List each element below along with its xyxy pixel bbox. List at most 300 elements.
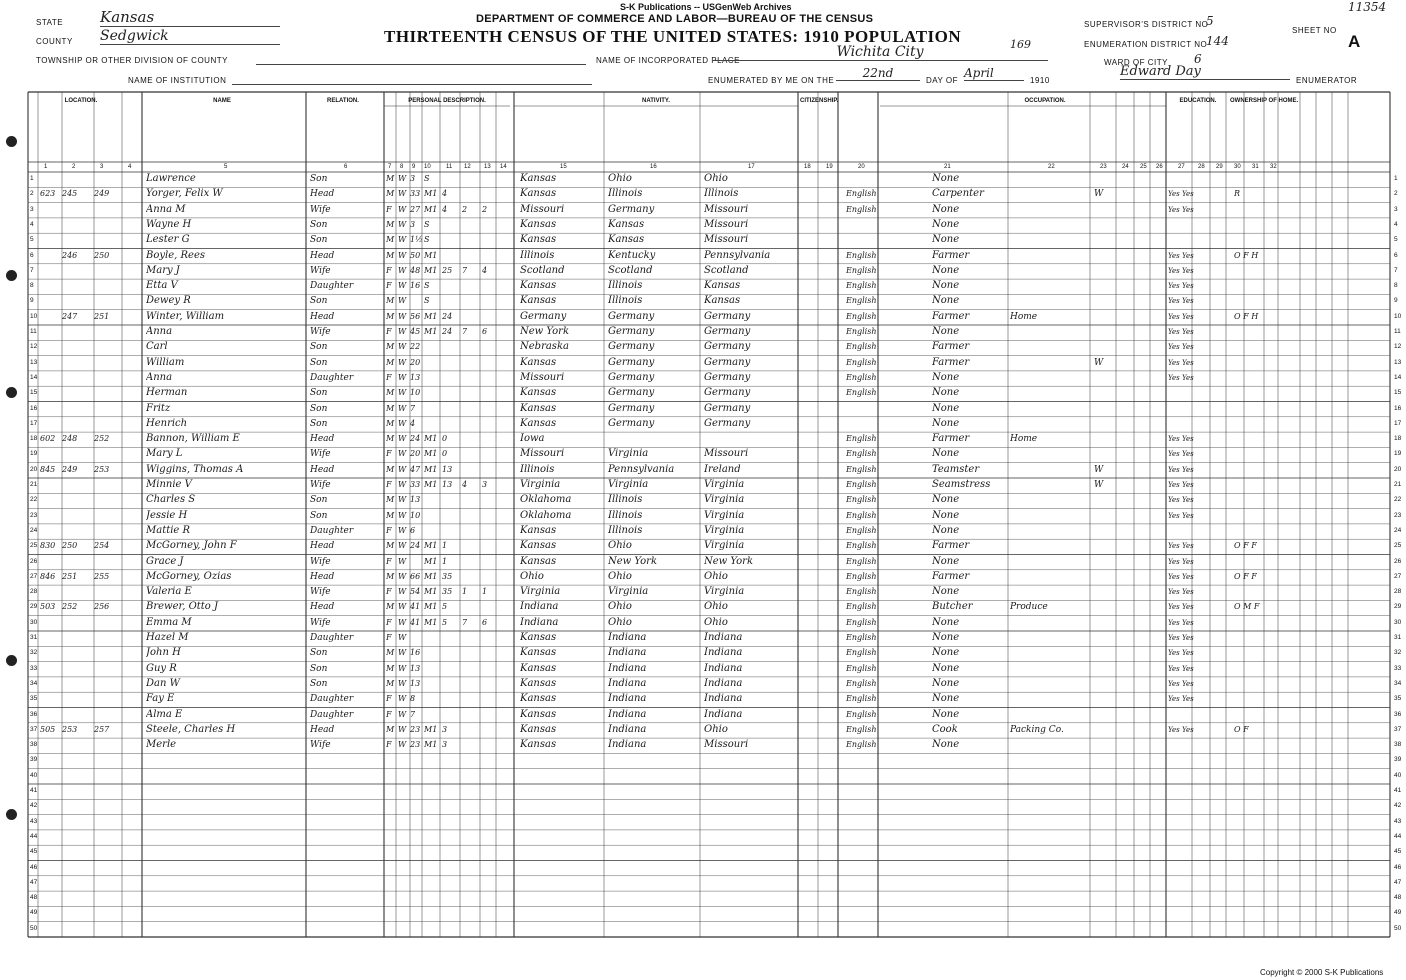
row-number: 37: [30, 725, 38, 733]
cell-ind: Produce: [1010, 602, 1048, 613]
column-number: 4: [128, 164, 132, 170]
cell-name: Minnie V: [146, 479, 192, 490]
state-label: STATE: [36, 18, 64, 27]
row-number-right: 11: [1394, 328, 1401, 335]
cell-edu: Yes Yes: [1168, 373, 1194, 382]
cell-age: 41: [410, 617, 421, 627]
cell-father: Indiana: [608, 677, 647, 689]
cell-house: 503: [40, 602, 56, 612]
table-row-empty: [0, 876, 1406, 891]
cell-edu: Yes Yes: [1168, 496, 1194, 505]
cell-occ: Teamster: [932, 463, 980, 475]
cell-lang: English: [846, 357, 877, 367]
row-number: 18: [30, 435, 38, 443]
cell-marital: M1: [424, 464, 438, 474]
cell-relation: Son: [310, 648, 328, 659]
table-row: [0, 218, 1406, 233]
row-number: 5: [30, 236, 34, 244]
cell-relation: Head: [310, 311, 335, 322]
row-number: 43: [30, 817, 38, 825]
cell-age: 3: [410, 174, 416, 183]
cell-birth: Illinois: [520, 463, 555, 475]
county-label: COUNTY: [36, 37, 73, 46]
cell-birth: Kansas: [520, 555, 557, 567]
cell-edu: Yes Yes: [1168, 542, 1194, 551]
year-label: 1910: [1030, 76, 1050, 85]
row-number: 30: [30, 618, 38, 626]
cell-marital: M1: [424, 617, 438, 627]
cell-name: Herman: [146, 387, 188, 399]
cell-yrs: 35: [442, 571, 453, 581]
cell-occ: None: [932, 739, 960, 751]
cell-father: Germany: [608, 326, 655, 337]
cell-race: W: [398, 602, 407, 612]
cell-lang: English: [846, 189, 877, 199]
cell-occ: None: [932, 662, 960, 674]
cell-marital: S: [424, 174, 430, 183]
cell-sex: M: [386, 388, 395, 398]
cell-sex: M: [386, 311, 395, 321]
cell-father: Indiana: [608, 662, 647, 674]
row-number-right: 8: [1394, 282, 1398, 290]
row-number: 9: [30, 297, 34, 305]
cell-race: W: [398, 495, 407, 505]
row-number: 25: [30, 542, 38, 550]
cell-race: W: [398, 678, 407, 688]
row-number: 12: [30, 343, 38, 351]
cell-edu: Yes Yes: [1168, 435, 1194, 444]
table-row: [0, 463, 1406, 478]
cell-relation: Son: [310, 418, 328, 429]
cell-mother: Indiana: [704, 662, 743, 674]
census-title: THIRTEENTH CENSUS OF THE UNITED STATES: 1910 POPULATION: [384, 27, 962, 46]
cell-name: Anna: [146, 371, 173, 383]
row-number: 39: [30, 756, 38, 764]
column-number: 25: [1140, 164, 1147, 170]
ward-value: 6: [1194, 52, 1202, 66]
cell-marital: S: [424, 281, 430, 291]
cell-edu: Yes Yes: [1168, 557, 1194, 566]
cell-name: Henrich: [146, 417, 188, 429]
row-number-right: 17: [1394, 419, 1402, 427]
cell-edu: Yes Yes: [1168, 328, 1194, 336]
column-number: 30: [1234, 164, 1241, 170]
table-row: [0, 371, 1406, 386]
cell-name: Fay E: [146, 693, 175, 705]
cell-house: 846: [40, 571, 56, 581]
cell-birth: Indiana: [520, 616, 559, 628]
cell-edu: Yes Yes: [1168, 618, 1194, 627]
column-number: 8: [400, 164, 404, 170]
row-number-right: 46: [1394, 863, 1402, 871]
cell-father: Germany: [608, 417, 655, 429]
section-location: LOCATION.: [64, 98, 98, 104]
cell-mother: Kansas: [704, 280, 741, 292]
cell-age: 13: [410, 372, 421, 382]
cell-sex: F: [386, 617, 392, 627]
cell-edu: Yes Yes: [1168, 205, 1194, 214]
cell-age: 54: [410, 587, 421, 597]
cell-sex: F: [386, 480, 392, 489]
table-row-empty: [0, 784, 1406, 799]
cell-race: W: [398, 541, 407, 551]
row-number: 26: [30, 557, 38, 565]
cell-race: W: [398, 587, 407, 597]
cell-marital: M1: [424, 204, 438, 214]
sheet-letter: A: [1348, 32, 1361, 51]
cell-mother: Germany: [704, 356, 751, 368]
cell-house: 845: [40, 464, 56, 474]
cell-dwelling: 251: [62, 571, 78, 581]
cell-own: O F H: [1234, 311, 1259, 321]
table-row: [0, 203, 1406, 218]
cell-sex: M: [386, 678, 395, 688]
cell-yrs: 5: [442, 617, 448, 627]
cell-emp: W: [1094, 189, 1104, 200]
cell-mother: Virginia: [704, 524, 745, 536]
row-number: 20: [30, 465, 38, 473]
table-row: [0, 294, 1406, 309]
cell-race: W: [398, 189, 407, 199]
cell-edu: Yes Yes: [1168, 465, 1194, 474]
cell-family: 253: [94, 464, 110, 474]
cell-race: W: [398, 510, 407, 520]
cell-bore: 4: [462, 480, 468, 489]
cell-father: Illinois: [608, 295, 643, 307]
section-name: NAME: [213, 98, 231, 104]
institution-label: NAME OF INSTITUTION: [128, 76, 227, 85]
cell-name: Carl: [146, 341, 168, 353]
cell-father: Illinois: [608, 188, 643, 200]
cell-edu: Yes Yes: [1168, 282, 1194, 291]
cell-bore: 7: [462, 265, 468, 275]
table-row: [0, 325, 1406, 340]
cell-living: 6: [482, 327, 488, 336]
table-row: [0, 172, 1406, 187]
cell-name: Fritz: [146, 402, 171, 414]
cell-birth: Kansas: [520, 402, 557, 414]
row-number: 36: [30, 710, 38, 718]
cell-relation: Head: [310, 189, 335, 200]
cell-occ: None: [932, 417, 960, 429]
column-number: 14: [500, 164, 507, 170]
cell-dwelling: 249: [62, 464, 78, 474]
row-number-right: 5: [1394, 236, 1398, 244]
cell-race: W: [398, 556, 407, 566]
row-number-right: 13: [1394, 358, 1402, 366]
cell-occ: None: [932, 264, 960, 276]
cell-father: Ohio: [608, 540, 632, 552]
row-number: 29: [30, 603, 38, 611]
table-row: [0, 233, 1406, 248]
cell-age: 33: [410, 189, 421, 199]
table-row: [0, 279, 1406, 294]
column-number: 5: [224, 164, 228, 170]
row-number-right: 28: [1394, 588, 1402, 596]
cell-yrs: 35: [442, 587, 453, 597]
enumerated-label: ENUMERATED BY ME ON THE: [708, 76, 835, 85]
cell-relation: Daughter: [310, 709, 354, 720]
enumeration-value: 144: [1206, 34, 1229, 48]
cell-mother: Germany: [704, 371, 751, 383]
cell-mother: Germany: [704, 341, 751, 353]
table-row: [0, 356, 1406, 371]
cell-father: Indiana: [608, 708, 647, 720]
cell-edu: Yes Yes: [1168, 664, 1194, 673]
cell-birth: Germany: [520, 310, 567, 322]
cell-birth: Virginia: [520, 586, 561, 598]
cell-birth: Kansas: [520, 739, 557, 751]
cell-own: O F: [1234, 724, 1249, 734]
column-number: 23: [1100, 164, 1107, 170]
cell-relation: Son: [310, 342, 328, 353]
cell-sex: M: [386, 724, 395, 734]
row-number-right: 39: [1394, 756, 1402, 764]
row-number-right: 24: [1394, 526, 1402, 534]
row-number: 2: [30, 190, 34, 198]
row-number: 14: [30, 373, 38, 381]
cell-father: Kansas: [608, 218, 645, 230]
cell-name: William: [146, 356, 185, 368]
cell-lang: English: [846, 694, 877, 704]
cell-age: 8: [410, 694, 416, 704]
cell-edu: Yes Yes: [1168, 358, 1194, 367]
row-number: 47: [30, 878, 38, 886]
column-number: 7: [388, 164, 392, 170]
cell-birth: Missouri: [520, 371, 565, 383]
cell-marital: M1: [424, 740, 438, 750]
cell-relation: Head: [310, 434, 335, 445]
row-number-right: 19: [1394, 450, 1402, 458]
cell-lang: English: [846, 480, 877, 489]
cell-yrs: 0: [442, 434, 448, 444]
cell-mother: Indiana: [704, 647, 743, 659]
cell-father: Germany: [608, 356, 655, 368]
table-row-empty: [0, 830, 1406, 845]
cell-relation: Daughter: [310, 633, 354, 643]
column-number: 16: [650, 164, 657, 170]
row-number-right: 41: [1394, 787, 1402, 794]
cell-yrs: 13: [442, 464, 453, 474]
day-of-label: DAY OF: [926, 76, 959, 85]
cell-mother: Ireland: [704, 463, 741, 475]
cell-own: O F F: [1234, 571, 1257, 581]
cell-lang: English: [846, 709, 877, 719]
cell-occ: Farmer: [932, 356, 970, 368]
cell-sex: F: [386, 265, 392, 275]
table-row: [0, 310, 1406, 325]
cell-sex: M: [386, 342, 395, 352]
cell-race: W: [398, 694, 407, 704]
cell-occ: None: [932, 326, 960, 337]
cell-relation: Son: [310, 495, 328, 506]
cell-race: W: [398, 342, 407, 352]
cell-name: Dan W: [146, 677, 180, 689]
cell-lang: English: [846, 265, 877, 275]
cell-occ: None: [932, 371, 960, 383]
table-row: [0, 509, 1406, 524]
cell-emp: W: [1094, 480, 1104, 490]
cell-mother: Missouri: [704, 218, 749, 230]
cell-name: Yorger, Felix W: [146, 188, 223, 200]
cell-name: Grace J: [146, 555, 184, 567]
row-number-right: 43: [1394, 817, 1402, 825]
table-row: [0, 493, 1406, 508]
cell-occ: Farmer: [932, 249, 970, 261]
table-row-empty: [0, 845, 1406, 860]
cell-relation: Wife: [310, 265, 331, 276]
cell-yrs: 24: [442, 327, 453, 336]
cell-sex: F: [386, 327, 392, 336]
cell-edu: Yes Yes: [1168, 297, 1194, 306]
column-number: 27: [1178, 164, 1185, 170]
cell-marital: M1: [424, 250, 438, 260]
row-number-right: 7: [1394, 266, 1398, 274]
cell-sex: M: [386, 510, 395, 520]
cell-birth: Indiana: [520, 601, 559, 613]
cell-occ: Cook: [932, 723, 958, 735]
row-number-right: 47: [1394, 878, 1402, 886]
row-number: 1: [30, 175, 34, 182]
table-row: [0, 585, 1406, 600]
cell-mother: Indiana: [704, 693, 743, 705]
cell-sex: M: [386, 235, 395, 245]
row-number-right: 4: [1394, 220, 1398, 228]
cell-sex: M: [386, 296, 395, 306]
cell-house: 602: [40, 434, 56, 444]
section-nativity: NATIVITY.: [642, 98, 670, 104]
cell-race: W: [398, 571, 407, 581]
county-value: Sedgwick: [100, 28, 280, 45]
cell-mother: Virginia: [704, 479, 745, 490]
cell-age: 23: [410, 724, 421, 734]
row-number: 10: [30, 312, 38, 320]
section-education: EDUCATION.: [1179, 98, 1217, 104]
cell-birth: Virginia: [520, 479, 561, 490]
cell-relation: Head: [310, 464, 335, 475]
cell-mother: Virginia: [704, 494, 745, 506]
column-number: 1: [44, 164, 48, 170]
cell-house: 830: [40, 541, 56, 551]
cell-yrs: 24: [442, 311, 453, 321]
cell-marital: S: [424, 296, 430, 306]
row-number-right: 21: [1394, 481, 1402, 488]
cell-race: W: [398, 265, 407, 275]
cell-relation: Son: [310, 510, 328, 521]
cell-marital: M1: [424, 541, 438, 551]
row-number: 32: [30, 649, 38, 657]
cell-father: Indiana: [608, 647, 647, 659]
enumerator-value: Edward Day: [1120, 64, 1290, 80]
cell-edu: Yes Yes: [1168, 725, 1194, 734]
cell-age: 10: [410, 388, 421, 398]
row-number-right: 31: [1394, 634, 1402, 641]
cell-race: W: [398, 235, 407, 245]
row-number: 23: [30, 511, 38, 519]
cell-age: 13: [410, 678, 421, 688]
table-row-empty: [0, 891, 1406, 906]
cell-occ: None: [932, 677, 960, 689]
cell-marital: S: [424, 235, 430, 245]
enumerator-label: ENUMERATOR: [1296, 76, 1358, 85]
cell-own: O F F: [1234, 541, 1257, 551]
cell-lang: English: [846, 327, 877, 336]
cell-father: Germany: [608, 203, 655, 215]
row-number-right: 22: [1394, 496, 1402, 504]
cell-relation: Wife: [310, 204, 331, 215]
row-number-right: 33: [1394, 664, 1402, 672]
cell-age: 7: [410, 403, 416, 413]
cell-birth: Kansas: [520, 173, 557, 184]
cell-yrs: 1: [442, 556, 448, 566]
cell-age: 22: [410, 342, 421, 352]
row-number-right: 23: [1394, 511, 1402, 519]
cell-mother: Germany: [704, 402, 751, 414]
cell-lang: English: [846, 250, 877, 260]
column-number: 18: [804, 164, 811, 170]
cell-age: 41: [410, 602, 421, 612]
cell-family: 254: [94, 541, 110, 551]
cell-marital: M1: [424, 602, 438, 612]
table-row: [0, 187, 1406, 202]
cell-lang: English: [846, 602, 877, 612]
cell-family: 252: [94, 434, 110, 444]
cell-name: Mary L: [146, 448, 183, 460]
cell-birth: Kansas: [520, 723, 557, 735]
row-number: 3: [30, 205, 34, 213]
cell-lang: English: [846, 724, 877, 734]
cell-mother: Germany: [704, 310, 751, 322]
cell-race: W: [398, 617, 407, 627]
column-number: 10: [424, 164, 431, 170]
column-number: 2: [72, 164, 76, 170]
cell-sex: F: [386, 281, 392, 291]
column-number: 21: [944, 164, 951, 170]
cell-father: Germany: [608, 310, 655, 322]
cell-relation: Daughter: [310, 372, 354, 383]
cell-lang: English: [846, 525, 877, 535]
row-number-right: 9: [1394, 297, 1398, 305]
cell-sex: F: [386, 204, 392, 214]
cell-family: 250: [94, 250, 110, 260]
cell-yrs: 1: [442, 541, 448, 551]
cell-name: Anna: [146, 326, 173, 337]
table-row: [0, 570, 1406, 585]
cell-mother: Virginia: [704, 586, 745, 598]
cell-relation: Son: [310, 296, 328, 307]
cell-sex: M: [386, 495, 395, 505]
row-number: 24: [30, 526, 38, 534]
row-number-right: 29: [1394, 603, 1402, 611]
cell-occ: None: [932, 295, 960, 307]
cell-father: Germany: [608, 371, 655, 383]
cell-birth: Kansas: [520, 540, 557, 552]
cell-age: 16: [410, 281, 421, 291]
row-number: 4: [30, 220, 34, 228]
cell-occ: None: [932, 402, 960, 414]
cell-name: Bannon, William E: [146, 433, 240, 445]
row-number: 17: [30, 419, 38, 427]
cell-marital: M1: [424, 480, 438, 489]
cell-sex: M: [386, 663, 395, 673]
cell-lang: English: [846, 372, 877, 382]
cell-living: 1: [482, 587, 488, 597]
corner-mark: 11354: [1348, 0, 1387, 14]
cell-occ: None: [932, 494, 960, 506]
cell-birth: Ohio: [520, 570, 544, 582]
cell-relation: Head: [310, 541, 335, 552]
cell-yrs: 3: [442, 740, 448, 750]
